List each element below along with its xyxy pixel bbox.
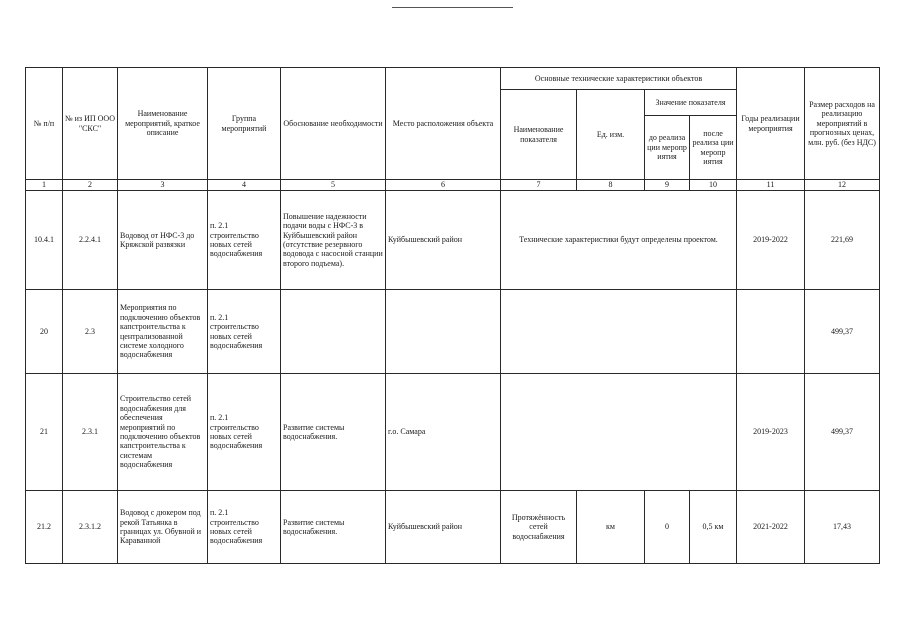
row-group: п. 2.1 строительство новых сетей водоснабжения: [208, 491, 281, 564]
table-header: [26, 68, 880, 191]
row-place: Куйбышевский район: [386, 191, 501, 290]
row-name: Водовод с дюкером под рекой Татьянка в границах ул. Обувной и Караванной: [118, 491, 208, 564]
header-col-7: Наименование показателя: [501, 90, 577, 180]
table-row: [26, 491, 880, 564]
row-name: Строительство сетей водоснабжения для обеспечения мероприятий по подключению объектов капстроительства к системам водоснабжения: [118, 374, 208, 491]
col-number: 10: [690, 180, 737, 191]
header-col-10: после реализа ции меропр иятия: [690, 116, 737, 180]
header-col-3: Наименование мероприятий, краткое описание: [118, 68, 208, 180]
header-col-9: до реализа ции меропр иятия: [645, 116, 690, 180]
header-col-12: Размер расходов на реализацию мероприятий в прогнозных ценах, млн. руб. (без НДС): [805, 68, 880, 180]
row-tech-note: Технические характеристики будут определены проектом.: [501, 191, 737, 290]
col-number: 1: [26, 180, 63, 191]
col-number: 3: [118, 180, 208, 191]
col-number: 11: [737, 180, 805, 191]
table-row: [26, 191, 880, 290]
col-number: 7: [501, 180, 577, 191]
header-col-5: Обоснование необходимости: [281, 68, 386, 180]
row-ip-number: 2.3.1: [63, 374, 118, 491]
row-value-before: 0: [645, 491, 690, 564]
row-name: Водовод от НФС-3 до Кряжской развязки: [118, 191, 208, 290]
row-reason: Повышение надежности подачи воды с НФС-3 в Куйбышевский район (отсутствие резервного водовода с насосной станции второго подъема).: [281, 191, 386, 290]
row-group: п. 2.1 строительство новых сетей водоснабжения: [208, 374, 281, 491]
row-cost: 17,43: [805, 491, 880, 564]
row-group: п. 2.1 строительство новых сетей водоснабжения: [208, 191, 281, 290]
col-number: 12: [805, 180, 880, 191]
column-number-row: [26, 180, 880, 191]
row-name: Мероприятия по подключению объектов капстроительства к централизованной системе холодного водоснабжения: [118, 290, 208, 374]
row-place: Куйбышевский район: [386, 491, 501, 564]
col-number: 4: [208, 180, 281, 191]
row-reason: Развитие системы водоснабжения.: [281, 491, 386, 564]
header-col-11: Годы реализации мероприятия: [737, 68, 805, 180]
row-reason: [281, 290, 386, 374]
header-col-1: № п/п: [26, 68, 63, 180]
row-number: 21.2: [26, 491, 63, 564]
row-ip-number: 2.3.1.2: [63, 491, 118, 564]
row-ip-number: 2.2.4.1: [63, 191, 118, 290]
row-place: [386, 290, 501, 374]
row-years: 2019-2022: [737, 191, 805, 290]
row-group: п. 2.1 строительство новых сетей водоснабжения: [208, 290, 281, 374]
row-reason: Развитие системы водоснабжения.: [281, 374, 386, 491]
row-value-after: 0,5 км: [690, 491, 737, 564]
row-place: г.о. Самара: [386, 374, 501, 491]
header-value-group: Значение показателя: [645, 90, 737, 116]
row-unit: км: [577, 491, 645, 564]
row-ip-number: 2.3: [63, 290, 118, 374]
col-number: 5: [281, 180, 386, 191]
row-tech-note: [501, 374, 737, 491]
row-number: 20: [26, 290, 63, 374]
col-number: 9: [645, 180, 690, 191]
header-col-4: Группа мероприятий: [208, 68, 281, 180]
row-years: [737, 290, 805, 374]
row-years: 2019-2023: [737, 374, 805, 491]
investment-table: [25, 67, 880, 564]
header-tech-group: Основные технические характеристики объектов: [501, 68, 737, 90]
col-number: 2: [63, 180, 118, 191]
col-number: 8: [577, 180, 645, 191]
row-indicator: Протяжённость сетей водоснабжения: [501, 491, 577, 564]
top-rule: [392, 7, 513, 8]
row-number: 21: [26, 374, 63, 491]
header-col-8: Ед. изм.: [577, 90, 645, 180]
row-tech-note: [501, 290, 737, 374]
table-row: [26, 374, 880, 491]
table-row: [26, 290, 880, 374]
header-col-2: № из ИП ООО "СКС": [63, 68, 118, 180]
row-years: 2021-2022: [737, 491, 805, 564]
col-number: 6: [386, 180, 501, 191]
row-cost: 221,69: [805, 191, 880, 290]
header-col-6: Место расположения объекта: [386, 68, 501, 180]
row-cost: 499,37: [805, 290, 880, 374]
row-number: 10.4.1: [26, 191, 63, 290]
row-cost: 499,37: [805, 374, 880, 491]
